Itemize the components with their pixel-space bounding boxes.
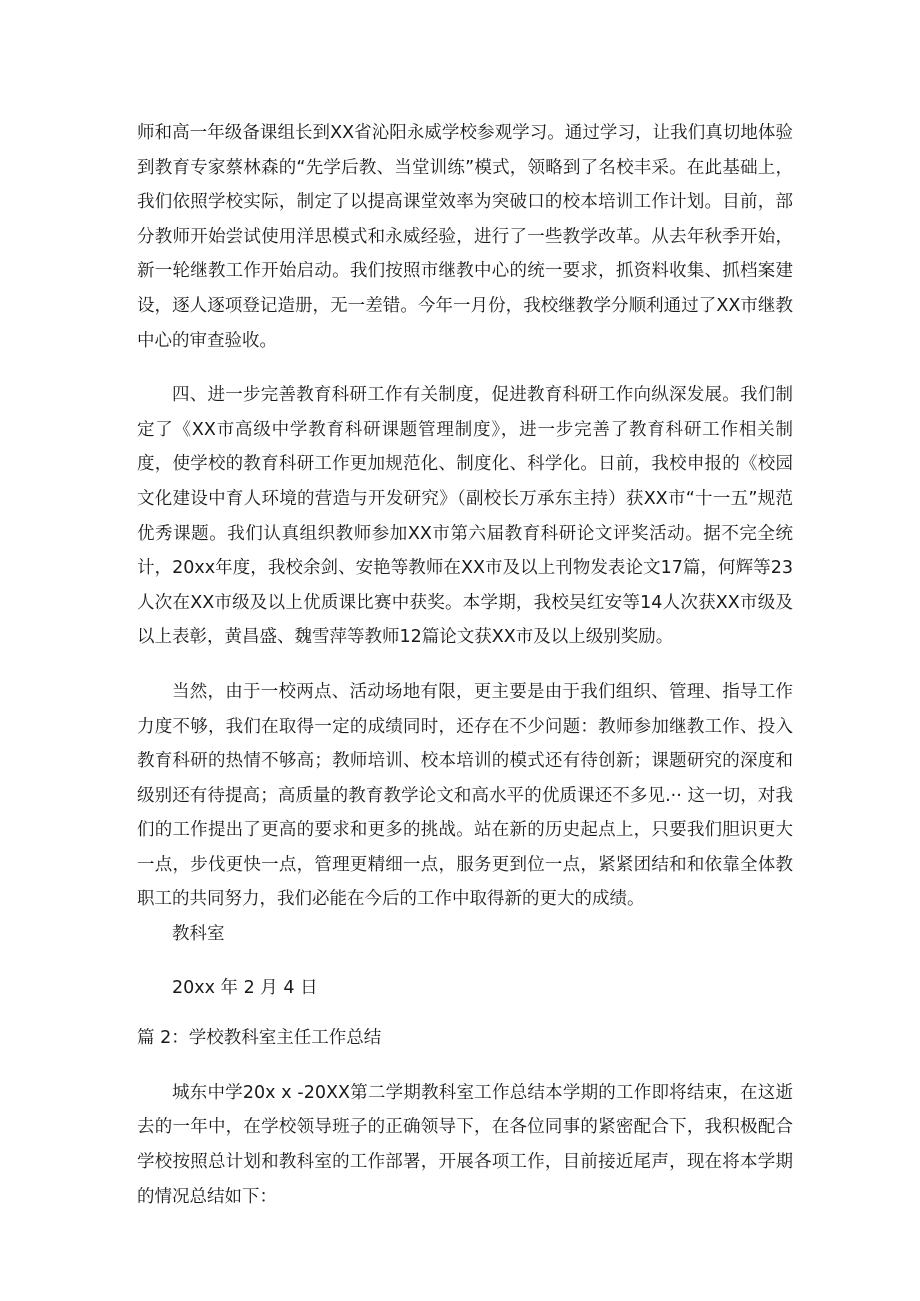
paragraph-continuation: 师和高一年级备课组长到XX省沁阳永威学校参观学习。通过学习，让我们真切地体验到教育专家蔡林森的“先学后教、当堂训练”模式，领略到了名校丰采。在此基础上，我们依照学校实际，制定了以提高课堂效率为突破口的校本培训工作计划。目前，部分教师开始尝试使用洋思模式和永威经验，进行了一些教学改革。从去年秋季开始，新一轮继教工作开始启动。我们按照市继教中心的统一要求，抓资料收集、抓档案建设，逐人逐项登记造册，无一差错。今年一月份，我校继教学分顺利通过了XX市继教中心的审查验收。 bbox=[137, 123, 793, 351]
paragraph-research-system: 四、进一步完善教育科研工作有关制度，促进教育科研工作向纵深发展。我们制定了《XX市高级中学教育科研课题管理制度》，进一步完善了教育科研工作相关制度，使学校的教育科研工作更加规范化、制度化、科学化。日前，我校申报的《校园文化建设中育人环境的营造与开发研究》（副校长万承东主持）获XX市“十一五”规范优秀课题。我们认真组织教师参加XX市第六届教育科研论文评奖活动。据不完全统计，20xx年度，我校余剑、安艳等教师在XX市及以上刊物发表论文17篇，何辉等23人次在XX市级及以上优质课比赛中获奖。本学期，我校吴红安等14人次获XX市级及以上表彰，黄昌盛、魏雪萍等教师12篇论文获XX市及以上级别奖励。 bbox=[137, 385, 793, 648]
paragraph-summary-intro: 城东中学20x x -20XX第二学期教科室工作总结本学期的工作即将结束，在这逝去的一年中，在学校领导班子的正确领导下，在各位同事的紧密配合下，我积极配合学校按照总计划和教科室的工作部署，开展各项工作，目前接近尾声，现在将本学期的情况总结如下： bbox=[137, 1082, 793, 1207]
document-body bbox=[137, 116, 793, 1214]
signature-date: 20xx 年 2 月 4 日 bbox=[172, 977, 318, 998]
section-heading: 篇 2：学校教科室主任工作总结 bbox=[137, 1028, 382, 1049]
paragraph-problems: 当然，由于一校两点、活动场地有限，更主要是由于我们组织、管理、指导工作力度不够，我们在取得一定的成绩同时，还存在不少问题：教师参加继教工作、投入教育科研的热情不够高；教师培训、校本培训的模式还有待创新；课题研究的深度和级别还有待提高；高质量的教育教学论文和高水平的优质课还不多见.·· 这一切，对我们的工作提出了更高的要求和更多的挑战。站在新的历史起点上，只要我们胆识更大一点，步伐更快一点，管理更精细一点，服务更到位一点，紧紧团结和和依靠全体教职工的共同努力，我们必能在今后的工作中取得新的更大的成绩。 bbox=[137, 681, 793, 910]
signature-office: 教科室 bbox=[172, 924, 225, 945]
